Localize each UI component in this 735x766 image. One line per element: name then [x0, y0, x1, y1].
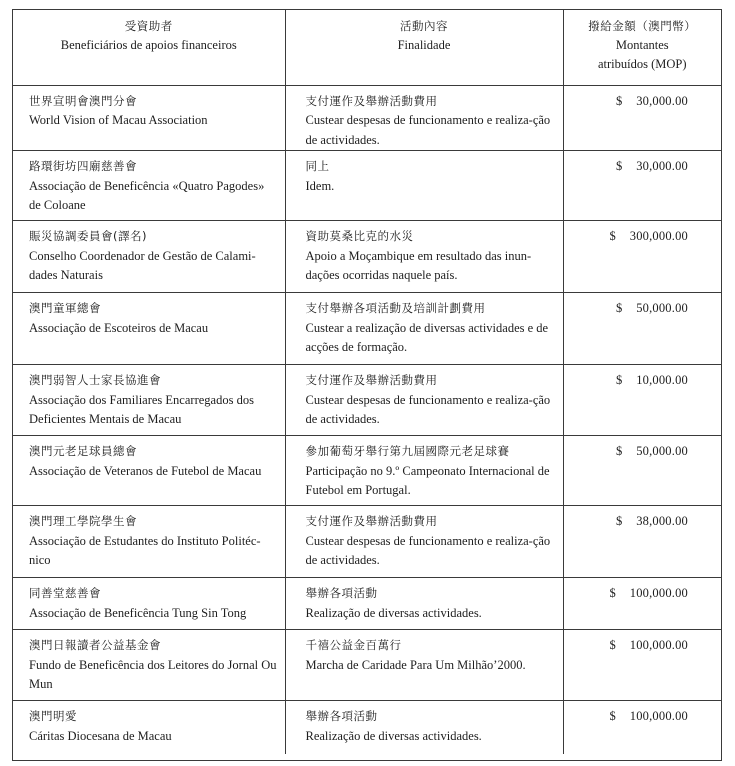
- currency-symbol: $: [615, 514, 623, 528]
- purpose-zh: 同上: [305, 159, 330, 173]
- beneficiary-name-pt: Conselho Coordenador de Gestão de Calami-dades Naturais: [29, 248, 256, 282]
- header-beneficiaries: [13, 10, 285, 85]
- table-row: [13, 293, 721, 365]
- currency-symbol: $: [615, 159, 623, 173]
- grants-table: [13, 10, 721, 754]
- table-row: [13, 506, 721, 578]
- currency-symbol: $: [615, 444, 623, 458]
- purpose-pt: Custear despesas de funcionamento e realiza-ção de actividades.: [305, 533, 551, 567]
- amount-value: 10,000.00: [636, 373, 688, 387]
- purpose-zh: 舉辦各項活動: [305, 586, 378, 600]
- currency-symbol: $: [615, 93, 623, 108]
- beneficiary-name-pt: Associação de Estudantes do Instituto Politéc-nico: [29, 533, 261, 567]
- amount-value: 50,000.00: [636, 444, 688, 458]
- header-purpose-pt: Finalidade: [397, 38, 451, 52]
- purpose-zh: 支付舉辦各項活動及培訓計劃費用: [305, 301, 486, 315]
- table-row: [13, 436, 721, 506]
- beneficiary-name-zh: 路環街坊四廟慈善會: [29, 159, 137, 173]
- header-beneficiaries-zh: 受資助者: [124, 19, 173, 33]
- grants-table-frame: [12, 9, 722, 761]
- beneficiary-name-zh: 同善堂慈善會: [29, 586, 101, 600]
- table-row: [13, 701, 721, 754]
- amount-value: 30,000.00: [636, 159, 688, 173]
- currency-symbol: $: [609, 229, 616, 243]
- table-row: [13, 151, 721, 221]
- table-row: [13, 630, 721, 701]
- purpose-pt: Marcha de Caridade Para Um Milhão’2000.: [305, 657, 526, 672]
- table-row: [13, 578, 721, 630]
- beneficiary-name-zh: 澳門元老足球員總會: [29, 444, 137, 458]
- beneficiary-name-pt: World Vision of Macau Association: [29, 113, 208, 127]
- beneficiary-name-pt: Associação de Veteranos de Futebol de Macau: [29, 463, 262, 478]
- amount-value: 38,000.00: [636, 514, 688, 528]
- purpose-pt: Realização de diversas actividades.: [305, 605, 482, 620]
- purpose-zh: 千禧公益金百萬行: [305, 638, 402, 652]
- amount-value: 50,000.00: [636, 301, 688, 315]
- beneficiary-name-zh: 澳門明愛: [29, 709, 77, 723]
- purpose-pt: Realização de diversas actividades.: [305, 728, 482, 743]
- purpose-zh: 支付運作及舉辦活動費用: [305, 373, 438, 387]
- purpose-zh: 資助莫桑比克的水災: [305, 229, 414, 243]
- purpose-zh: 支付運作及舉辦活動費用: [305, 514, 438, 528]
- purpose-zh: 支付運作及舉辦活動費用: [305, 93, 438, 108]
- beneficiary-name-zh: 澳門日報讀者公益基金會: [29, 638, 161, 652]
- purpose-pt: Idem.: [305, 178, 335, 193]
- header-purpose-zh: 活動內容: [400, 19, 448, 33]
- currency-symbol: $: [609, 638, 616, 652]
- beneficiary-name-pt: Associação de Escoteiros de Macau: [29, 320, 209, 335]
- header-amount-zh: 撥給金額（澳門幣）: [588, 19, 697, 33]
- header-amount-pt-1: Montantes: [615, 38, 669, 52]
- beneficiary-name-pt: Associação de Beneficência «Quatro Pagodes» de Coloane: [29, 178, 265, 212]
- beneficiary-name-pt: Associação de Beneficência Tung Sin Tong: [29, 605, 247, 620]
- table-row: [13, 365, 721, 436]
- header-amount-pt-2: atribuídos (MOP): [597, 57, 687, 71]
- purpose-zh: 參加葡萄牙舉行第九屆國際元老足球賽: [305, 444, 510, 458]
- beneficiary-name-zh: 澳門弱智人士家長協進會: [29, 373, 161, 387]
- beneficiary-name-pt: Cáritas Diocesana de Macau: [29, 728, 172, 743]
- amount-value: 300,000.00: [629, 229, 688, 243]
- purpose-pt: Participação no 9.º Campeonato Internacional de Futebol em Portugal.: [305, 463, 550, 497]
- purpose-pt: Custear despesas de funcionamento e realiza-ção de actividades.: [305, 392, 551, 426]
- currency-symbol: $: [609, 709, 616, 723]
- currency-symbol: $: [609, 586, 616, 600]
- header-amount: [563, 10, 721, 85]
- amount-value: 100,000.00: [629, 638, 688, 652]
- purpose-pt: Custear a realização de diversas actividades e de acções de formação.: [305, 320, 549, 354]
- purpose-pt: Apoio a Moçambique em resultado das inun-dações ocorridas naquele país.: [305, 248, 532, 282]
- beneficiary-name-pt: Fundo de Beneficência dos Leitores do Jornal Ou Mun: [29, 657, 277, 691]
- beneficiary-name-zh: 澳門理工學院學生會: [29, 514, 137, 528]
- beneficiary-name-zh: 澳門童軍總會: [29, 301, 101, 315]
- amount-value: 100,000.00: [629, 709, 688, 723]
- table-row: [13, 85, 721, 151]
- purpose-zh: 舉辦各項活動: [305, 709, 378, 723]
- header-beneficiaries-pt: Beneficiários de apoios financeiros: [60, 38, 237, 52]
- table-row: [13, 221, 721, 293]
- beneficiary-name-zh: 賑災協調委員會(譯名): [29, 229, 147, 243]
- header-purpose: [285, 10, 563, 85]
- header-row: [13, 10, 721, 85]
- amount-value: 100,000.00: [629, 586, 688, 600]
- beneficiary-name-zh: 世界宣明會澳門分會: [29, 93, 137, 108]
- purpose-pt: Custear despesas de funcionamento e realiza-ção de actividades.: [305, 113, 551, 147]
- amount-value: 30,000.00: [636, 93, 688, 108]
- currency-symbol: $: [615, 373, 623, 387]
- currency-symbol: $: [615, 301, 623, 315]
- beneficiary-name-pt: Associação dos Familiares Encarregados dos Deficientes Mentais de Macau: [29, 392, 254, 426]
